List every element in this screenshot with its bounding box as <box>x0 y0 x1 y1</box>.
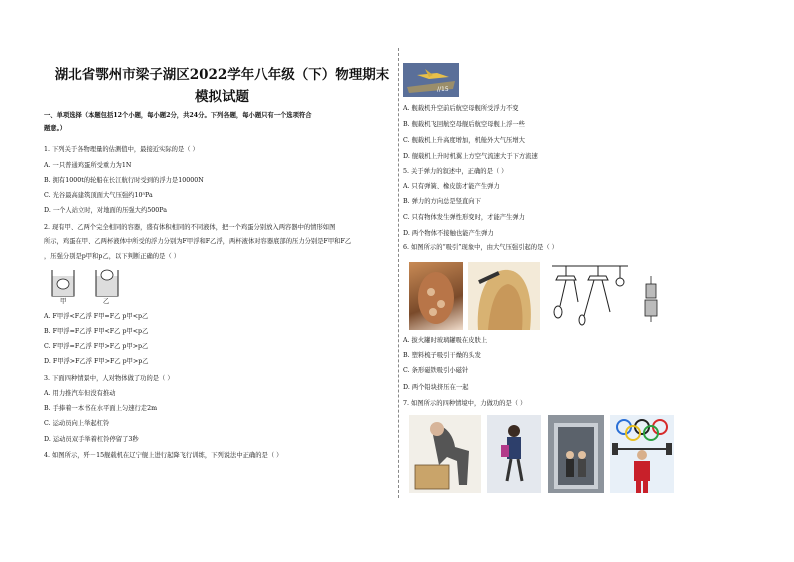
question-2-line2: 所示，鸡蛋在甲、乙两杯液体中所受的浮力分别为F甲浮和F乙浮，两杯液体对容器底部的压力分别是F甲和F乙 <box>44 238 352 245</box>
question-5: 5. 关于弹力的叙述中，正确的是（ ） <box>403 168 508 175</box>
q1-option-a: A. 一只普通鸡蛋所受重力为1N <box>44 162 132 169</box>
q1-option-c: C. 光谷最高建筑顶面大气压强约10⁵Pa <box>44 192 153 199</box>
q4-option-a: A. 舰载机升空前后航空母舰所受浮力不变 <box>403 105 519 112</box>
column-divider <box>398 48 399 498</box>
elevator-photo <box>548 415 604 493</box>
page-title: 湖北省鄂州市梁子湖区2022学年八年级（下）物理期末模拟试题 <box>54 67 390 105</box>
cup-label-jia: 甲 <box>60 298 67 305</box>
question-2-line1: 2. 现有甲、乙两个完全相同的容器，盛有体积相同的不同液体，把一个鸡蛋分别放入两容器中的情形如图 <box>44 224 336 231</box>
q6-option-a: A. 拔火罐时玻璃罐吸在皮肤上 <box>403 337 488 344</box>
lead-blocks-figure <box>640 276 662 324</box>
q3-option-a: A. 用力推汽车但没有推动 <box>44 390 116 397</box>
q5-option-b: B. 弹力的方向总是竖直向下 <box>403 198 481 205</box>
q5-option-c: C. 只有物体发生弹性形变时，才能产生弹力 <box>403 214 525 221</box>
q6-option-d: D. 两个铅块挤压在一起 <box>403 384 469 391</box>
magnet-figure <box>548 262 632 332</box>
q2-option-a: A. F甲浮<F乙浮 F甲=F乙 p甲<p乙 <box>44 313 149 320</box>
q3-option-b: B. 手捧着一本书在水平面上匀速行走2m <box>44 405 158 412</box>
q4-option-d: D. 舰载机上升时机翼上方空气流速大于下方流速 <box>403 153 538 160</box>
q3-option-c: C. 运动员向上举起杠铃 <box>44 420 110 427</box>
q1-option-d: D. 一个人站立时，对地面的压强大约500Pa <box>44 207 168 214</box>
q2-option-c: C. F甲浮=F乙浮 F甲>F乙 p甲>p乙 <box>44 343 149 350</box>
q2-option-b: B. F甲浮=F乙浮 F甲<F乙 p甲<p乙 <box>44 328 149 335</box>
question-4: 4. 如图所示，歼－15舰载机在辽宁舰上进行起降飞行训练，下列说法中正确的是（ ） <box>44 452 283 459</box>
q4-option-c: C. 舰载机上升高度增加，机舱外大气压增大 <box>403 137 525 144</box>
q5-option-a: A. 只有弹簧、橡皮筋才能产生弹力 <box>403 183 500 190</box>
question-3: 3. 下面四种情景中，人对物体做了功的是（ ） <box>44 375 174 382</box>
cup-label-yi: 乙 <box>103 298 110 305</box>
section-heading: 一、单项选择（本题包括12个小题，每小题2分，共24分。下列各题，每小题只有一个选项符合 <box>44 112 312 119</box>
q2-option-d: D. F甲浮>F乙浮 F甲>F乙 p甲>p乙 <box>44 358 149 365</box>
section-heading-cont: 题意。） <box>44 125 67 132</box>
question-6: 6. 如图所示的“吸引”现象中，由大气压强引起的是（ ） <box>403 244 558 251</box>
cup-jia <box>52 270 74 296</box>
egg-cups-figure <box>46 266 130 312</box>
question-2-line3: ，压强分别是p甲和p乙，以下判断正确的是（ ） <box>44 253 181 260</box>
question-7: 7. 如图所示的四种情境中，力做功的是（ ） <box>403 400 527 407</box>
aircraft-carrier-photo <box>403 63 459 97</box>
q6-option-c: C. 条形磁铁吸引小磁针 <box>403 367 469 374</box>
q1-option-b: B. 拥有1000t的轮船在长江航行时受到的浮力是10000N <box>44 177 204 184</box>
question-1: 1. 下列关于各物理量的估测值中，最接近实际的是（ ） <box>44 146 199 153</box>
q6-option-b: B. 塑料梳子吸引干燥的头发 <box>403 352 481 359</box>
svg-text://15: //15 <box>437 86 449 93</box>
q5-option-d: D. 两个物体不接触也能产生弹力 <box>403 230 494 237</box>
q4-option-b: B. 舰载机飞回航空母舰后航空母舰上浮一些 <box>403 121 525 128</box>
comb-hair-photo <box>468 262 540 330</box>
lifting-box-photo <box>409 415 481 493</box>
cupping-photo <box>409 262 463 330</box>
q3-option-d: D. 运动员双手举着杠铃停留了3秒 <box>44 436 139 443</box>
walking-bag-photo <box>487 415 541 493</box>
cup-yi <box>96 270 118 296</box>
weightlifting-photo <box>610 415 674 493</box>
